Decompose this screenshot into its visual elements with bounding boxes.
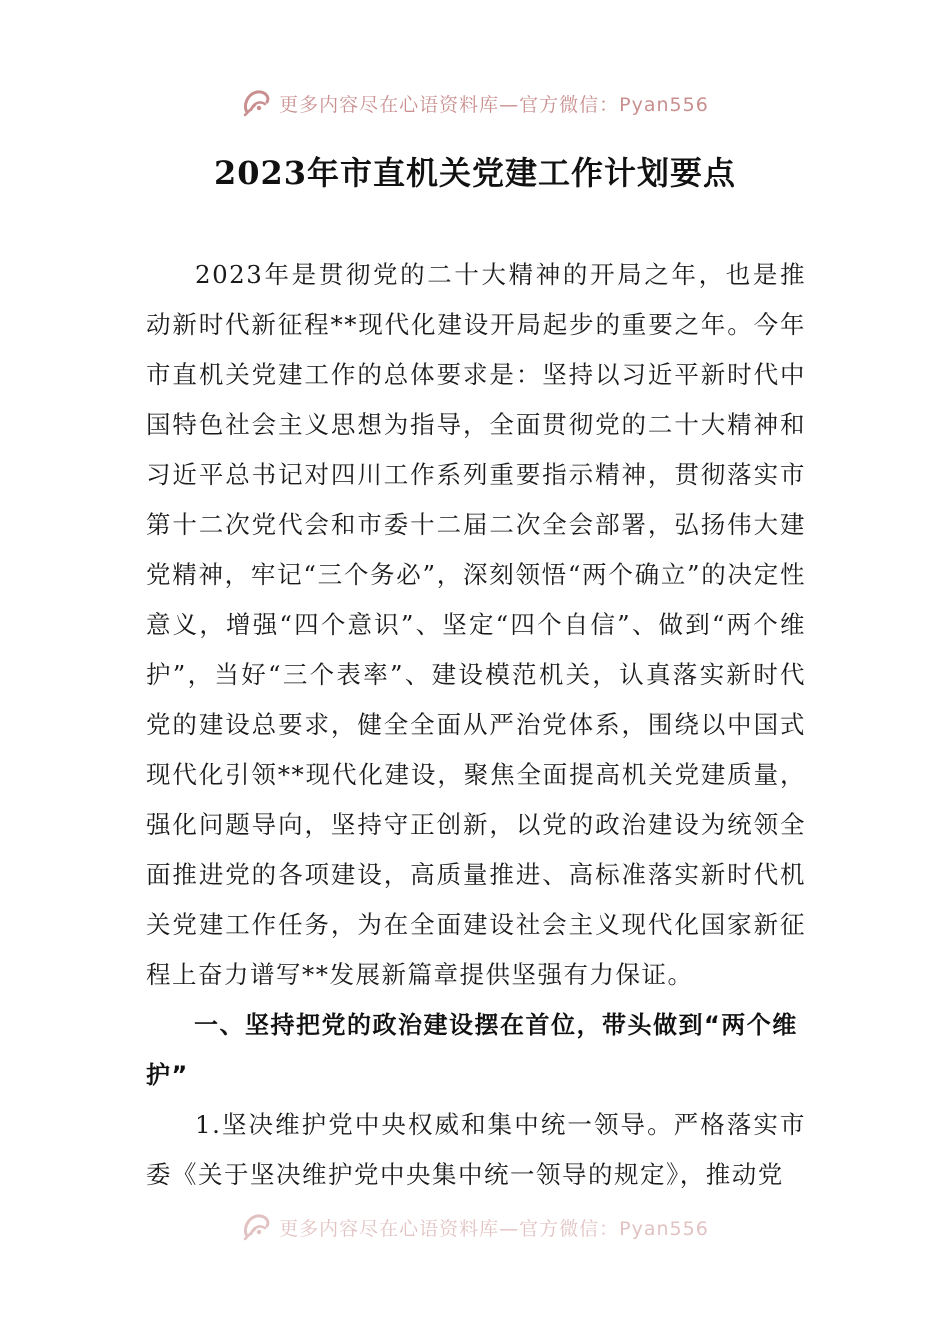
brand-logo-icon xyxy=(241,1212,273,1242)
brand-logo-icon xyxy=(241,88,273,118)
watermark-text: 更多内容尽在心语资料库—官方微信：Pyan556 xyxy=(279,93,709,116)
document-title: 2023年市直机关党建工作计划要点 xyxy=(213,154,737,192)
watermark-header xyxy=(0,88,950,118)
intro-paragraph: 2023年是贯彻党的二十大精神的开局之年，也是推动新时代新征程**现代化建设开局起步的重要之年。今年市直机关党建工作的总体要求是：坚持以习近平新时代中国特色社会主义思想为指导，全面贯彻党的二十大精神和习近平总书记对四川工作系列重要指示精神，贯彻落实市第十二次党代会和市委十二届二次全会部署，弘扬伟大建党精神，牢记“三个务必”，深刻领悟“两个确立”的决定性意义，增强“四个意识”、坚定“四个自信”、做到“两个维护”，当好“三个表率”、建设模范机关，认真落实新时代党的建设总要求，健全全面从严治党体系，围绕以中国式现代化引领**现代化建设，聚焦全面提高机关党建质量，强化问题导向，坚持守正创新，以党的政治建设为统领全面推进党的各项建设，高质量推进、高标准落实新时代机关党建工作任务，为在全面建设社会主义现代化国家新征程上奋力谱写**发展新篇章提供坚强有力保证。 xyxy=(146,260,806,989)
section-heading-1: 一、坚持把党的政治建设摆在首位，带头做到“两个维护” xyxy=(146,1011,798,1089)
item-paragraph-1: 1.坚决维护党中央权威和集中统一领导。严格落实市委《关于坚决维护党中央集中统一领导的规定》，推动党 xyxy=(146,1110,806,1189)
watermark-footer xyxy=(0,1212,950,1242)
watermark-text: 更多内容尽在心语资料库—官方微信：Pyan556 xyxy=(279,1217,709,1240)
